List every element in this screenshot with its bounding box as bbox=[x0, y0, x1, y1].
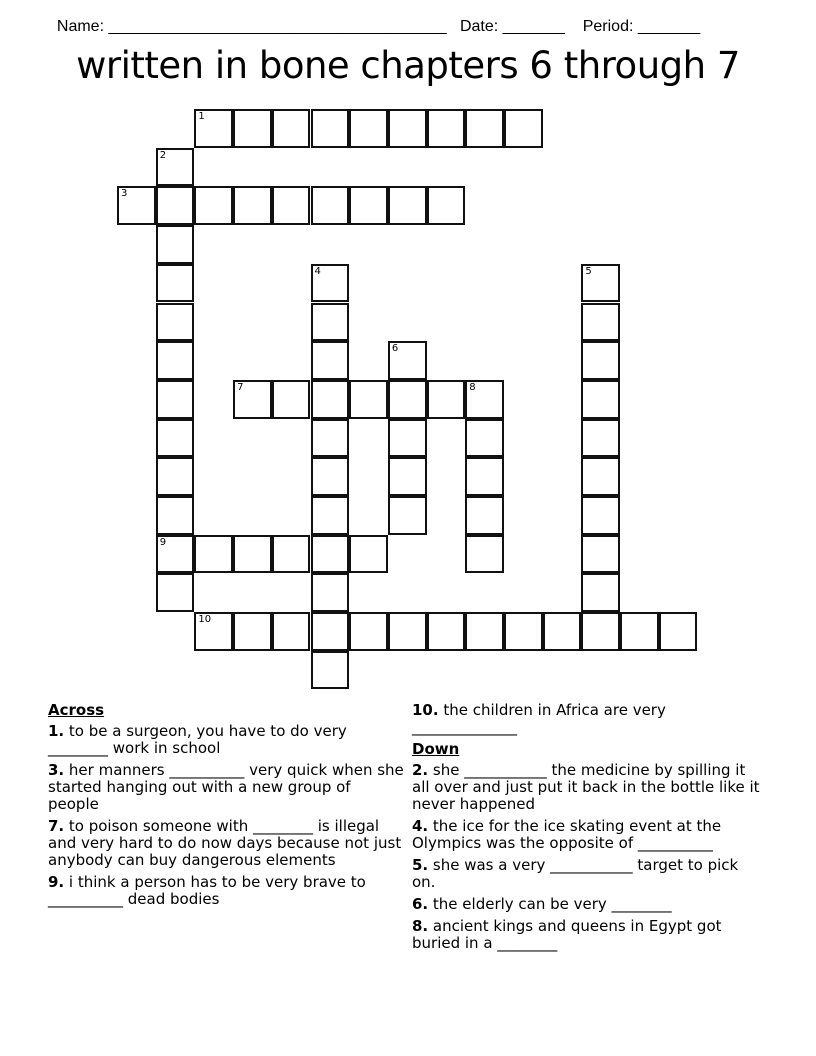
grid-cell[interactable] bbox=[504, 109, 543, 148]
grid-cell[interactable] bbox=[272, 186, 311, 225]
date-field[interactable]: Date: _______ bbox=[459, 18, 565, 35]
grid-cell[interactable] bbox=[311, 419, 350, 458]
grid-cell[interactable] bbox=[349, 109, 388, 148]
clue-across-10: 10. the children in Africa are very ______________ bbox=[412, 701, 666, 736]
clue-down-4: 4. the ice for the ice skating event at the Olympics was the opposite of __________ bbox=[412, 817, 722, 852]
clue-number: 3 bbox=[121, 188, 128, 200]
grid-cell[interactable] bbox=[311, 612, 350, 651]
grid-cell[interactable] bbox=[272, 612, 311, 651]
grid-cell[interactable] bbox=[194, 535, 233, 574]
grid-cell[interactable] bbox=[427, 186, 466, 225]
grid-cell[interactable] bbox=[156, 303, 195, 342]
grid-cell[interactable] bbox=[311, 535, 350, 574]
grid-cell[interactable] bbox=[156, 419, 195, 458]
grid-cell[interactable] bbox=[311, 341, 350, 380]
clue-number: 6 bbox=[391, 343, 399, 355]
grid-cell[interactable] bbox=[465, 419, 504, 458]
page-title: written in bone chapters 6 through 7 bbox=[76, 44, 740, 87]
grid-cell[interactable] bbox=[581, 380, 620, 419]
grid-cell[interactable] bbox=[581, 419, 620, 458]
grid-cell[interactable] bbox=[581, 612, 620, 651]
grid-cell[interactable] bbox=[311, 380, 350, 419]
grid-cell[interactable] bbox=[581, 457, 620, 496]
clue-down-5: 5. she was a very ___________ target to pick on. bbox=[412, 856, 739, 891]
clue-down-8: 8. ancient kings and queens in Egypt got buried in a ________ bbox=[412, 917, 722, 952]
grid-cell[interactable] bbox=[117, 186, 156, 225]
grid-cell[interactable] bbox=[311, 186, 350, 225]
grid-cell[interactable] bbox=[388, 341, 427, 380]
grid-cell[interactable] bbox=[581, 264, 620, 303]
grid-cell[interactable] bbox=[465, 535, 504, 574]
grid-cell[interactable] bbox=[156, 457, 195, 496]
clue-across-1: 1. to be a surgeon, you have to do very ________ work in school bbox=[48, 722, 347, 757]
grid-cell[interactable] bbox=[388, 496, 427, 535]
clue-number: 10 bbox=[198, 614, 212, 626]
grid-cell[interactable] bbox=[388, 612, 427, 651]
grid-cell[interactable] bbox=[504, 612, 543, 651]
grid-cell[interactable] bbox=[311, 457, 350, 496]
period-field[interactable]: Period: _______ bbox=[582, 18, 701, 35]
clue-number: 2 bbox=[159, 149, 167, 161]
grid-cell[interactable] bbox=[659, 612, 698, 651]
clue-number: 7 bbox=[237, 381, 244, 393]
grid-cell[interactable] bbox=[156, 341, 195, 380]
grid-cell[interactable] bbox=[194, 612, 233, 651]
grid-cell[interactable] bbox=[272, 109, 311, 148]
grid-cell[interactable] bbox=[543, 612, 582, 651]
grid-cell[interactable] bbox=[465, 496, 504, 535]
clue-across-3: 3. her manners __________ very quick when she started hanging out with a new group of people bbox=[48, 761, 404, 813]
grid-cell[interactable] bbox=[156, 496, 195, 535]
grid-cell[interactable] bbox=[311, 573, 350, 612]
grid-cell[interactable] bbox=[465, 109, 504, 148]
grid-cell[interactable] bbox=[620, 612, 659, 651]
clue-down-6: 6. the elderly can be very ________ bbox=[412, 895, 672, 913]
clue-number: 9 bbox=[159, 536, 167, 548]
grid-cell[interactable] bbox=[272, 380, 311, 419]
grid-cell[interactable] bbox=[581, 341, 620, 380]
clue-number: 4 bbox=[314, 265, 321, 277]
grid-cell[interactable] bbox=[311, 303, 350, 342]
grid-cell[interactable] bbox=[349, 535, 388, 574]
grid-cell[interactable] bbox=[194, 109, 233, 148]
grid-cell[interactable] bbox=[388, 419, 427, 458]
grid-cell[interactable] bbox=[581, 496, 620, 535]
grid-cell[interactable] bbox=[233, 612, 272, 651]
grid-cell[interactable] bbox=[233, 109, 272, 148]
grid-cell[interactable] bbox=[388, 457, 427, 496]
grid-cell[interactable] bbox=[465, 612, 504, 651]
grid-cell[interactable] bbox=[388, 186, 427, 225]
grid-cell[interactable] bbox=[349, 612, 388, 651]
grid-cell[interactable] bbox=[156, 264, 195, 303]
right-clue-column bbox=[412, 700, 762, 957]
grid-cell[interactable] bbox=[156, 148, 195, 187]
grid-cell[interactable] bbox=[156, 380, 195, 419]
clue-number: 1 bbox=[198, 111, 205, 122]
grid-cell[interactable] bbox=[311, 264, 350, 303]
grid-cell[interactable] bbox=[581, 303, 620, 342]
grid-cell[interactable] bbox=[156, 535, 195, 574]
grid-cell[interactable] bbox=[233, 380, 272, 419]
grid-cell[interactable] bbox=[272, 535, 311, 574]
grid-cell[interactable] bbox=[581, 535, 620, 574]
grid-cell[interactable] bbox=[427, 612, 466, 651]
grid-cell[interactable] bbox=[427, 109, 466, 148]
grid-cell[interactable] bbox=[311, 496, 350, 535]
across-heading: Across bbox=[48, 701, 105, 719]
clue-across-9: 9. i think a person has to be very brave to __________ dead bodies bbox=[48, 873, 366, 908]
grid-cell[interactable] bbox=[156, 186, 195, 225]
across-clues bbox=[48, 700, 404, 913]
clue-number: 5 bbox=[585, 265, 592, 277]
grid-cell[interactable] bbox=[311, 651, 350, 690]
clue-down-2: 2. she ___________ the medicine by spilling it all over and just put it back in the bottle like it never happened bbox=[412, 761, 760, 813]
grid-cell[interactable] bbox=[427, 380, 466, 419]
grid-cell[interactable] bbox=[233, 535, 272, 574]
grid-cell[interactable] bbox=[465, 380, 504, 419]
clue-across-7: 7. to poison someone with ________ is illegal and very hard to do now days because not just anybody can buy dangerous elements bbox=[48, 817, 402, 869]
grid-cell[interactable] bbox=[349, 380, 388, 419]
grid-cell[interactable] bbox=[388, 109, 427, 148]
name-field[interactable]: Name: ______________________________________ bbox=[56, 18, 447, 35]
grid-cell[interactable] bbox=[349, 186, 388, 225]
grid-cell[interactable] bbox=[233, 186, 272, 225]
grid-cell[interactable] bbox=[581, 573, 620, 612]
grid-cell[interactable] bbox=[156, 225, 195, 264]
grid-cell[interactable] bbox=[156, 573, 195, 612]
grid-cell[interactable] bbox=[388, 380, 427, 419]
down-heading: Down bbox=[412, 740, 460, 758]
grid-cell[interactable] bbox=[194, 186, 233, 225]
grid-cell[interactable] bbox=[311, 109, 350, 148]
grid-cell[interactable] bbox=[465, 457, 504, 496]
clue-number: 8 bbox=[469, 381, 476, 393]
